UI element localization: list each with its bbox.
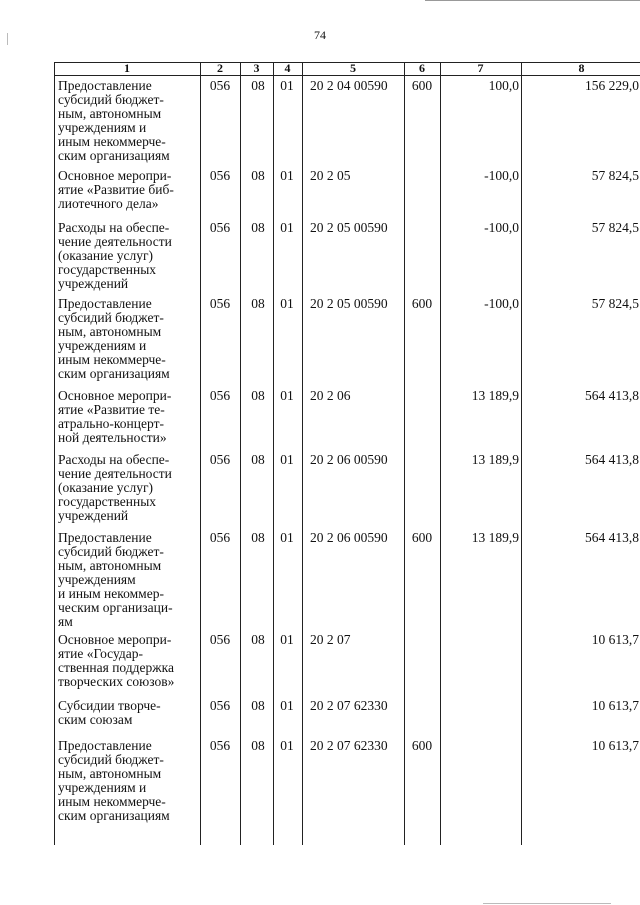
total-amount: 10 613,7 bbox=[591, 632, 639, 647]
section-code: 08 bbox=[251, 388, 265, 403]
name-line: Предоставление bbox=[58, 296, 152, 311]
name-line: Субсидии творче- bbox=[58, 698, 161, 713]
name-line: иным некоммерче- bbox=[58, 352, 166, 367]
target-item-code: 20 2 07 62330 bbox=[310, 738, 388, 753]
row-name bbox=[58, 79, 198, 163]
name-line: ческим организаци- bbox=[58, 600, 173, 615]
column-header: 5 bbox=[350, 61, 356, 75]
ministry-code: 056 bbox=[209, 220, 231, 235]
subsection-code: 01 bbox=[280, 78, 294, 93]
section-code: 08 bbox=[251, 738, 265, 753]
ministry-code: 056 bbox=[209, 168, 231, 183]
target-item-code: 20 2 06 00590 bbox=[310, 452, 388, 467]
row-name bbox=[58, 169, 198, 211]
budget-table bbox=[54, 62, 640, 845]
column-divider bbox=[404, 62, 405, 845]
total-amount: 10 613,7 bbox=[591, 738, 639, 753]
name-line: творческих союзов» bbox=[58, 674, 175, 689]
total-amount: 57 824,5 bbox=[591, 296, 639, 311]
ministry-code: 056 bbox=[209, 698, 231, 713]
total-amount: 57 824,5 bbox=[591, 168, 639, 183]
column-divider bbox=[240, 62, 241, 845]
row-name bbox=[58, 453, 198, 523]
target-item-code: 20 2 04 00590 bbox=[310, 78, 388, 93]
name-line: учреждений bbox=[58, 508, 129, 523]
name-line: учреждений bbox=[58, 276, 129, 291]
header-bottom-border bbox=[54, 75, 640, 76]
column-divider bbox=[200, 62, 201, 845]
top-edge-line bbox=[425, 0, 640, 1]
target-item-code: 20 2 06 bbox=[310, 388, 351, 403]
subsection-code: 01 bbox=[280, 220, 294, 235]
row-name bbox=[58, 531, 198, 629]
section-code: 08 bbox=[251, 632, 265, 647]
name-line: субсидий бюджет- bbox=[58, 310, 164, 325]
name-line: ятие «Развитие те- bbox=[58, 402, 165, 417]
name-line: ным, автономным bbox=[58, 324, 162, 339]
name-line: государственных bbox=[58, 262, 157, 277]
name-line: учреждениям bbox=[58, 572, 136, 587]
row-name bbox=[58, 297, 198, 381]
total-amount: 57 824,5 bbox=[591, 220, 639, 235]
row-name bbox=[58, 389, 198, 445]
ministry-code: 056 bbox=[209, 296, 231, 311]
name-line: ной деятельности» bbox=[58, 430, 167, 445]
name-line: лиотечного дела» bbox=[58, 196, 159, 211]
name-line: Предоставление bbox=[58, 78, 152, 93]
ministry-code: 056 bbox=[209, 738, 231, 753]
section-code: 08 bbox=[251, 78, 265, 93]
ministry-code: 056 bbox=[209, 78, 231, 93]
change-amount: -100,0 bbox=[484, 220, 519, 235]
page-number: 74 bbox=[314, 28, 326, 42]
expense-type-code: 600 bbox=[411, 296, 433, 311]
name-line: Предоставление bbox=[58, 738, 152, 753]
subsection-code: 01 bbox=[280, 738, 294, 753]
ministry-code: 056 bbox=[209, 530, 231, 545]
column-divider bbox=[440, 62, 441, 845]
total-amount: 564 413,8 bbox=[585, 530, 639, 545]
name-line: Расходы на обеспе- bbox=[58, 452, 170, 467]
ministry-code: 056 bbox=[209, 632, 231, 647]
name-line: Предоставление bbox=[58, 530, 152, 545]
total-amount: 564 413,8 bbox=[585, 388, 639, 403]
column-divider bbox=[302, 62, 303, 845]
name-line: Расходы на обеспе- bbox=[58, 220, 170, 235]
bottom-edge-line bbox=[483, 903, 611, 904]
name-line: (оказание услуг) bbox=[58, 480, 153, 495]
target-item-code: 20 2 07 bbox=[310, 632, 351, 647]
section-code: 08 bbox=[251, 530, 265, 545]
total-amount: 156 229,0 bbox=[585, 78, 639, 93]
column-header: 8 bbox=[578, 61, 585, 75]
column-divider bbox=[273, 62, 274, 845]
name-line: ственная поддержка bbox=[58, 660, 174, 675]
subsection-code: 01 bbox=[280, 530, 294, 545]
name-line: субсидий бюджет- bbox=[58, 544, 164, 559]
subsection-code: 01 bbox=[280, 632, 294, 647]
row-name bbox=[58, 739, 198, 823]
name-line: атрально-концерт- bbox=[58, 416, 164, 431]
column-header: 3 bbox=[253, 61, 260, 75]
name-line: ным, автономным bbox=[58, 558, 162, 573]
total-amount: 10 613,7 bbox=[591, 698, 639, 713]
name-line: чение деятельности bbox=[58, 466, 172, 481]
change-amount: -100,0 bbox=[484, 296, 519, 311]
name-line: ским организациям bbox=[58, 366, 170, 381]
ministry-code: 056 bbox=[209, 452, 231, 467]
ministry-code: 056 bbox=[209, 388, 231, 403]
total-amount: 564 413,8 bbox=[585, 452, 639, 467]
change-amount: 100,0 bbox=[488, 78, 519, 93]
subsection-code: 01 bbox=[280, 452, 294, 467]
section-code: 08 bbox=[251, 220, 265, 235]
name-line: ским организациям bbox=[58, 808, 170, 823]
change-amount: -100,0 bbox=[484, 168, 519, 183]
column-header: 6 bbox=[419, 61, 425, 75]
name-line: Основное меропри- bbox=[58, 632, 172, 647]
target-item-code: 20 2 05 00590 bbox=[310, 296, 388, 311]
row-name bbox=[58, 221, 198, 291]
subsection-code: 01 bbox=[280, 698, 294, 713]
change-amount: 13 189,9 bbox=[471, 452, 519, 467]
name-line: учреждениям и bbox=[58, 780, 147, 795]
margin-mark bbox=[7, 33, 8, 45]
row-name bbox=[58, 633, 198, 689]
name-line: ятие «Развитие биб- bbox=[58, 182, 174, 197]
target-item-code: 20 2 07 62330 bbox=[310, 698, 388, 713]
name-line: ским организациям bbox=[58, 148, 170, 163]
column-divider bbox=[521, 62, 522, 845]
expense-type-code: 600 bbox=[411, 78, 433, 93]
name-line: ным, автономным bbox=[58, 106, 162, 121]
name-line: (оказание услуг) bbox=[58, 248, 153, 263]
table-border-left bbox=[54, 62, 55, 845]
name-line: ям bbox=[58, 614, 73, 629]
subsection-code: 01 bbox=[280, 168, 294, 183]
name-line: ным, автономным bbox=[58, 766, 162, 781]
change-amount: 13 189,9 bbox=[471, 530, 519, 545]
name-line: ским союзам bbox=[58, 712, 133, 727]
name-line: иным некоммерче- bbox=[58, 134, 166, 149]
section-code: 08 bbox=[251, 452, 265, 467]
subsection-code: 01 bbox=[280, 388, 294, 403]
row-name bbox=[58, 699, 198, 727]
name-line: Основное меропри- bbox=[58, 168, 172, 183]
change-amount: 13 189,9 bbox=[471, 388, 519, 403]
section-code: 08 bbox=[251, 168, 265, 183]
column-header: 4 bbox=[284, 61, 291, 75]
name-line: и иным некоммер- bbox=[58, 586, 164, 601]
expense-type-code: 600 bbox=[411, 530, 433, 545]
target-item-code: 20 2 06 00590 bbox=[310, 530, 388, 545]
name-line: ятие «Государ- bbox=[58, 646, 143, 661]
subsection-code: 01 bbox=[280, 296, 294, 311]
column-header: 7 bbox=[477, 61, 484, 75]
column-header: 2 bbox=[217, 61, 223, 75]
target-item-code: 20 2 05 bbox=[310, 168, 351, 183]
section-code: 08 bbox=[251, 296, 265, 311]
name-line: учреждениям и bbox=[58, 338, 147, 353]
name-line: субсидий бюджет- bbox=[58, 92, 164, 107]
name-line: Основное меропри- bbox=[58, 388, 172, 403]
target-item-code: 20 2 05 00590 bbox=[310, 220, 388, 235]
name-line: учреждениям и bbox=[58, 120, 147, 135]
name-line: чение деятельности bbox=[58, 234, 172, 249]
section-code: 08 bbox=[251, 698, 265, 713]
name-line: государственных bbox=[58, 494, 157, 509]
name-line: субсидий бюджет- bbox=[58, 752, 164, 767]
column-header: 1 bbox=[124, 61, 130, 75]
expense-type-code: 600 bbox=[411, 738, 433, 753]
name-line: иным некоммерче- bbox=[58, 794, 166, 809]
